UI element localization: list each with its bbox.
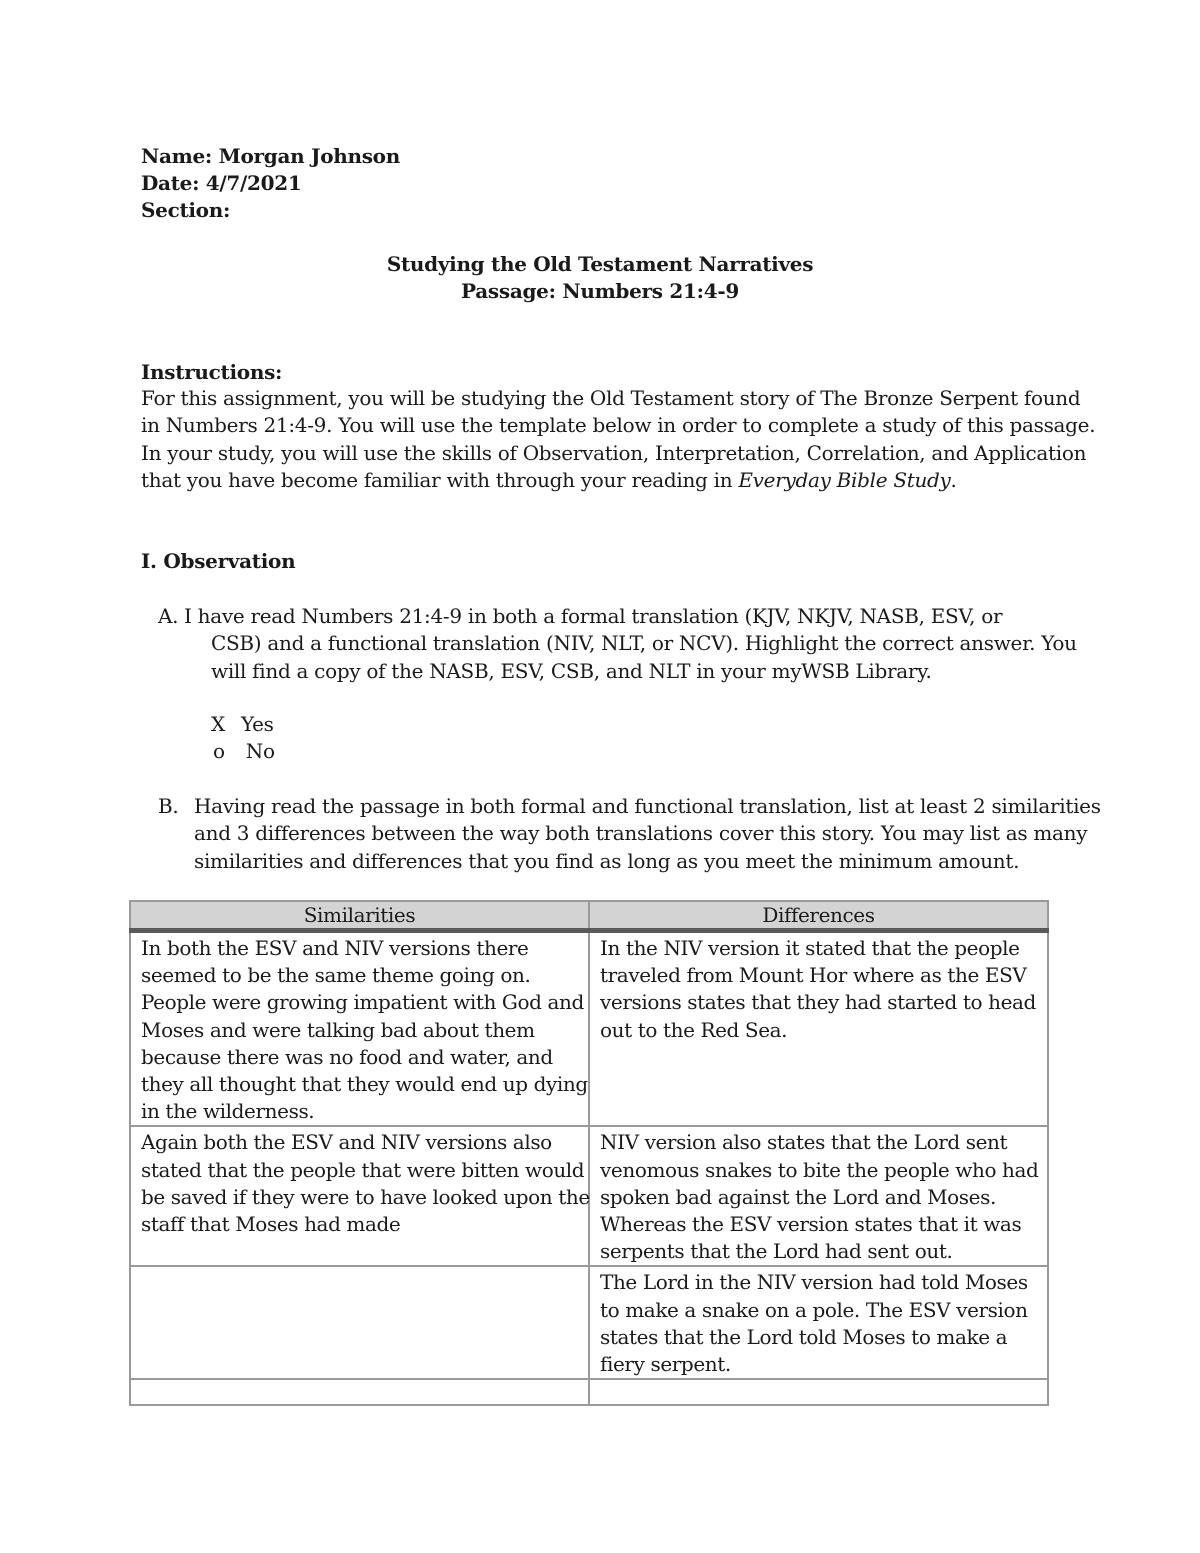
instructions-end: .	[950, 467, 957, 492]
cell-line: In both the ESV and NIV versions there	[141, 936, 529, 960]
difference-cell[interactable]	[589, 1266, 1048, 1379]
differences-header: Differences	[589, 901, 1048, 931]
cell-line: be saved if they were to have looked upon the	[141, 1184, 590, 1209]
cell-line: in the wilderness.	[141, 1099, 315, 1124]
assignment-date: Date: 4/7/2021	[141, 171, 302, 195]
instructions-line: For this assignment, you will be studying the Old Testament story of The Bronze Serpent found	[141, 386, 1081, 410]
option-no[interactable]	[213, 738, 275, 765]
item-b-line: similarities and differences that you find as long as you meet the minimum amount.	[194, 848, 1020, 873]
cell-line: Moses and were talking bad about them	[141, 1017, 535, 1042]
document-title: Studying the Old Testament Narratives	[386, 252, 814, 276]
cell-line: venomous snakes to bite the people who had	[600, 1157, 1039, 1182]
instructions-body	[141, 385, 1095, 494]
similarity-cell[interactable]	[130, 931, 589, 1127]
cell-line: they all thought that they would end up dying	[141, 1072, 588, 1097]
option-no-mark: o	[213, 739, 225, 763]
student-name: Name: Morgan Johnson	[141, 144, 400, 168]
cell-line: stated that the people that were bitten would	[141, 1157, 585, 1182]
similarities-header: Similarities	[130, 901, 589, 931]
option-yes-label: Yes	[240, 712, 274, 736]
cell-line: People were growing impatient with God and	[141, 990, 584, 1015]
cell-line: to make a snake on a pole. The ESV version	[600, 1297, 1028, 1322]
passage-title: Passage: Numbers 21:4-9	[461, 279, 739, 303]
difference-cell[interactable]	[589, 931, 1048, 1127]
similarity-cell[interactable]	[130, 1379, 589, 1405]
cell-line: In the NIV version it stated that the people	[600, 936, 1020, 960]
cell-line: Whereas the ESV version states that it was	[600, 1212, 1022, 1237]
cell-line: traveled from Mount Hor where as the ESV	[600, 963, 1027, 988]
item-b-text	[194, 793, 1101, 875]
item-b-line: Having read the passage in both formal and functional translation, list at least 2 similarities	[194, 794, 1101, 818]
cell-line: versions states that they had started to head	[600, 990, 1036, 1015]
section-label: Section:	[141, 198, 231, 222]
option-yes-mark: X	[211, 712, 225, 736]
item-b-marker: B.	[158, 794, 179, 818]
item-a-line: CSB) and a functional translation (NIV, NLT, or NCV). Highlight the correct answer. You	[211, 631, 1077, 656]
instructions-heading: Instructions:	[141, 360, 283, 384]
cell-line: NIV version also states that the Lord sent	[600, 1130, 1008, 1155]
item-a-line: I have read Numbers 21:4-9 in both a formal translation (KJV, NKJV, NASB, ESV, or	[184, 604, 1003, 628]
table-row	[130, 1379, 1048, 1405]
table-header-row	[130, 901, 1048, 931]
table-row	[130, 1126, 1048, 1266]
item-a-marker: A.	[158, 604, 179, 628]
cell-line: staff that Moses had made	[141, 1212, 401, 1237]
item-a-line: will find a copy of the NASB, ESV, CSB, and NLT in your myWSB Library.	[211, 658, 932, 683]
instructions-line	[141, 467, 1095, 494]
option-no-label: No	[245, 739, 275, 763]
similarity-cell[interactable]	[130, 1266, 589, 1379]
cell-line: fiery serpent.	[600, 1352, 731, 1377]
cell-line: seemed to be the same theme going on.	[141, 963, 531, 988]
cell-line: out to the Red Sea.	[600, 1017, 788, 1042]
difference-cell[interactable]	[589, 1379, 1048, 1405]
option-yes[interactable]	[211, 711, 274, 738]
book-title: Everyday Bible Study	[738, 467, 951, 492]
item-a-text	[184, 603, 1077, 685]
table-row	[130, 931, 1048, 1127]
cell-line: The Lord in the NIV version had told Moses	[600, 1270, 1028, 1295]
cell-line: because there was no food and water, and	[141, 1044, 553, 1069]
cell-line: states that the Lord told Moses to make a	[600, 1324, 1008, 1349]
table-row	[130, 1266, 1048, 1379]
cell-line: Again both the ESV and NIV versions also	[141, 1130, 552, 1155]
cell-line: serpents that the Lord had sent out.	[600, 1239, 953, 1264]
difference-cell[interactable]	[589, 1126, 1048, 1266]
comparison-table	[129, 900, 1049, 1406]
instructions-line-text: that you have become familiar with through your reading in	[141, 467, 733, 492]
observation-heading: I. Observation	[141, 549, 296, 573]
item-b-line: and 3 differences between the way both translations cover this story. You may list as many	[194, 821, 1088, 846]
cell-line: spoken bad against the Lord and Moses.	[600, 1184, 996, 1209]
instructions-line: In your study, you will use the skills of Observation, Interpretation, Correlation, and Application	[141, 440, 1087, 465]
similarity-cell[interactable]	[130, 1126, 589, 1266]
instructions-line: in Numbers 21:4-9. You will use the template below in order to complete a study of this passage.	[141, 413, 1096, 438]
